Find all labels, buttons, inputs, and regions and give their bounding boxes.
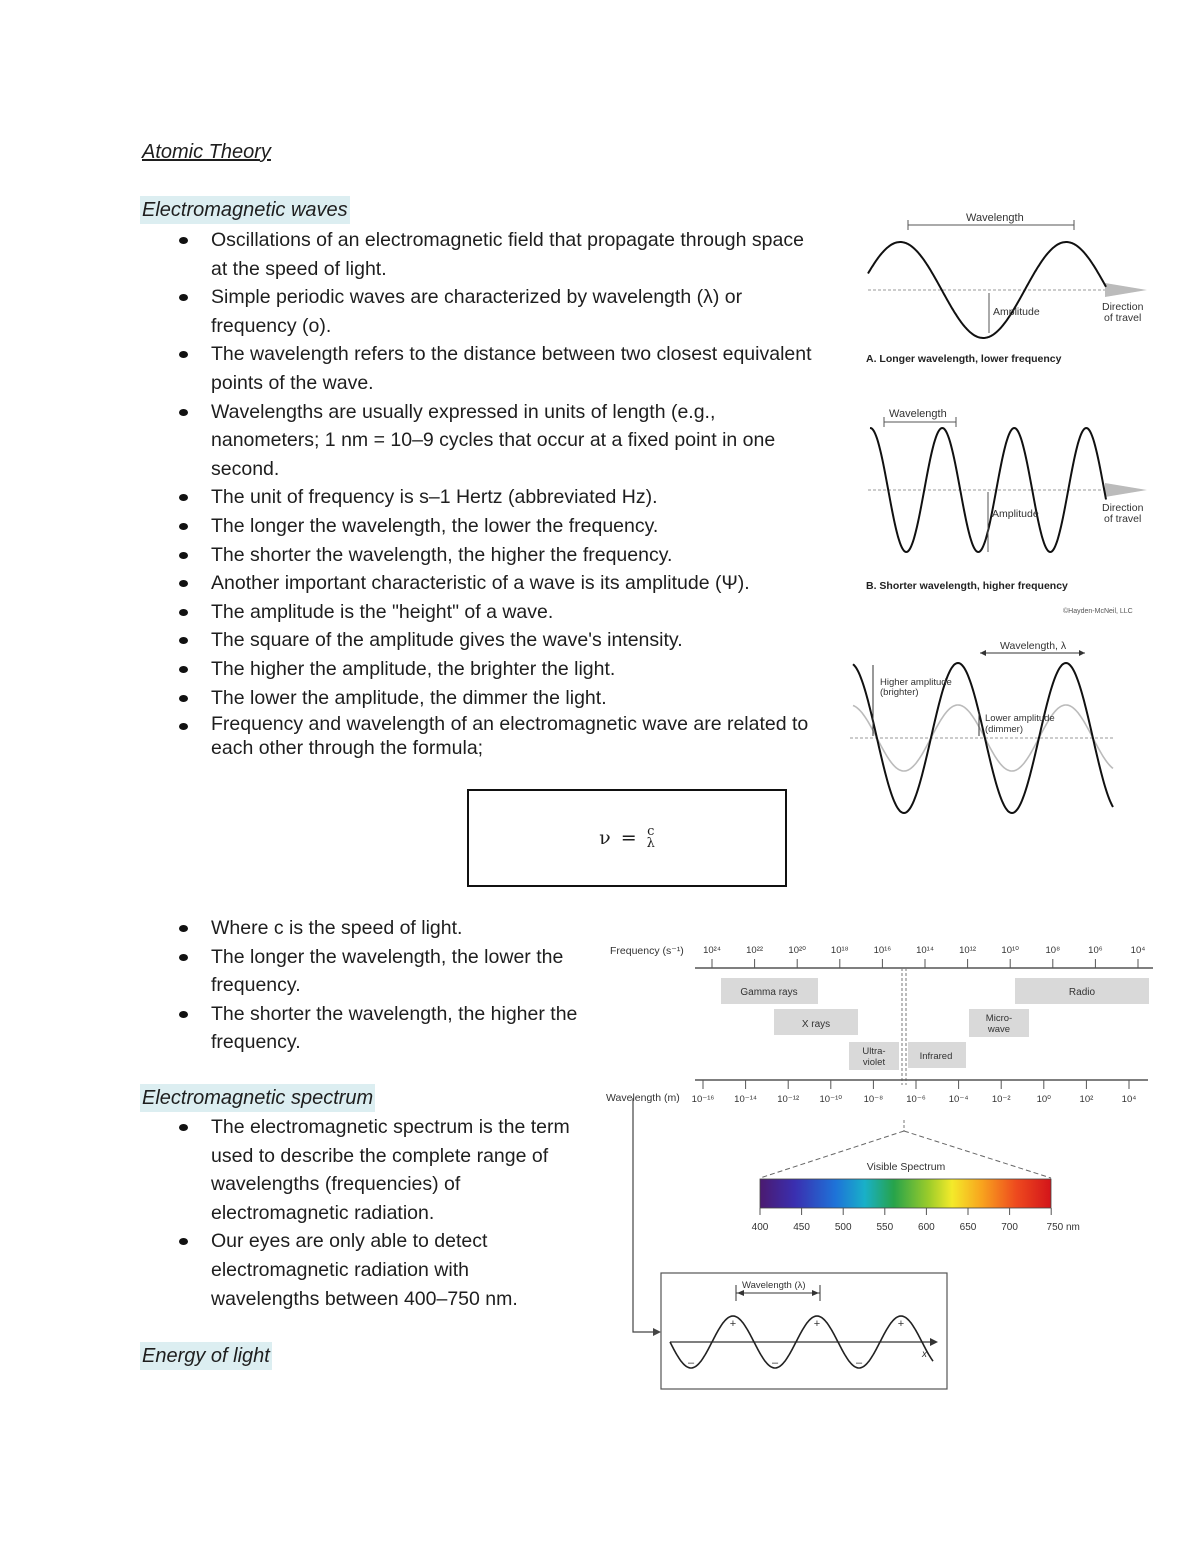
visible-spectrum-ticks [752,1208,1080,1233]
wavelength-tick-label: 10⁰ [1036,1094,1051,1105]
em-waves-section [140,196,350,224]
amplitude-label: Amplitude [992,508,1039,520]
wavelength-tick-label: 10⁻⁶ [906,1094,926,1105]
formula-equals: = [620,827,637,849]
ultraviolet-label: Ultra- [862,1046,886,1057]
visible-tick-label: 400 [751,1222,769,1233]
em-spectrum-section [140,1084,375,1112]
frequency-tick-label: 10⁸ [1045,945,1061,956]
document-title: Atomic Theory [142,141,271,163]
crest-sign: + [729,1318,737,1330]
x-axis-label: x [922,1349,927,1360]
wave-figure-b [860,400,1160,625]
arrow-right-icon [1079,650,1085,656]
microwave-label-2: wave [987,1024,1011,1035]
radio-label: Radio [1068,987,1096,998]
visible-tick-label: 450 [793,1222,810,1233]
frequency-tick-label: 10¹² [959,945,977,956]
trough-sign: – [771,1357,779,1369]
direction-label: Direction [1102,502,1144,514]
wavelength-ticks [692,1080,1137,1105]
lower-amplitude-note: (dimmer) [985,724,1023,735]
list-item: Our eyes are only able to detect electromagnetic radiation with wavelengths between 400–750 nm. [142,1227,572,1313]
list-item: Where c is the speed of light. [142,914,582,943]
formula-nu: ν [599,827,611,849]
em-waves-bullets [142,226,822,760]
trough-sign: – [855,1357,863,1369]
x-rays-label: X rays [801,1019,831,1030]
gamma-rays-label: Gamma rays [740,987,798,998]
wavelength-tick-label: 10⁴ [1121,1094,1137,1105]
list-item: The shorter the wavelength, the higher the frequency. [142,1000,582,1057]
direction-arrow-icon [1105,483,1147,497]
lower-amplitude-label: Lower amplitude [985,713,1055,724]
frequency-tick-label: 10⁶ [1088,945,1103,956]
wavelength-tick-label: 10⁻⁴ [948,1094,969,1105]
list-item: The square of the amplitude gives the wave's intensity. [142,626,822,655]
arrow-left-icon [980,650,986,656]
wavelength-label: Wavelength [889,408,947,420]
wavelength-axis-label: Wavelength (m) [606,1092,680,1104]
frequency-tick-label: 10¹⁶ [873,945,892,956]
frequency-axis-label: Frequency (s⁻¹) [610,945,684,957]
wave-detail-wavelength-label: Wavelength (λ) [742,1280,806,1291]
wavelength-tick-label: 10⁻¹⁰ [819,1094,843,1105]
list-item: Simple periodic waves are characterized by wavelength (λ) or frequency (ο). [142,283,822,340]
frequency-tick-label: 10¹⁸ [830,945,849,956]
frequency-ticks [703,945,1145,968]
list-item: The amplitude is the "height" of a wave. [142,598,822,627]
crest-sign: + [813,1318,821,1330]
frequency-tick-label: 10²⁴ [703,945,721,956]
frequency-tick-label: 10¹⁴ [916,945,934,956]
list-item: Another important characteristic of a wave is its amplitude (Ψ). [142,569,822,598]
higher-amplitude-label: Higher amplitude [880,677,952,688]
visible-tick-label: 550 [876,1222,894,1233]
formula-denominator: λ [646,836,655,851]
frequency-tick-label: 10⁴ [1130,945,1146,956]
wave-figure-a [860,205,1160,370]
visible-tick-label: 500 [834,1222,852,1233]
energy-heading: Energy of light [140,1342,272,1370]
formula-notes-bullets [142,914,582,1057]
list-item: The unit of frequency is s–1 Hertz (abbreviated Hz). [142,483,822,512]
frequency-tick-label: 10²² [746,945,764,956]
em-spectrum-bullets [142,1113,572,1313]
direction-label-2: of travel [1104,513,1142,525]
wavelength-tick-label: 10⁻¹² [777,1094,800,1105]
visible-tick-label: 750 nm [1046,1222,1080,1233]
pointer-line [633,1098,657,1332]
direction-label: Direction [1102,301,1144,313]
copyright-note: ©Hayden-McNeil, LLC [1063,608,1133,615]
crest-sign: + [897,1318,905,1330]
direction-label-2: of travel [1104,312,1142,324]
list-item: Oscillations of an electromagnetic field that propagate through space at the speed of light. [142,226,822,283]
em-spectrum-diagram [600,935,1160,1395]
frequency-tick-label: 10²⁰ [788,945,806,956]
visible-tick-label: 700 [1001,1222,1018,1233]
visible-spectrum-label: Visible Spectrum [866,1161,946,1173]
list-item: The longer the wavelength, the lower the frequency. [142,943,582,1000]
visible-tick-label: 600 [918,1222,935,1233]
frequency-formula [599,826,655,850]
infrared-label: Infrared [919,1051,953,1062]
list-item: The electromagnetic spectrum is the term used to describe the complete range of wavelengths (frequencies) of electromagnetic radiation. [142,1113,572,1227]
microwave-label: Micro- [985,1013,1013,1024]
list-item: Frequency and wavelength of an electromagnetic wave are related to each other through the formula; [142,712,822,760]
trough-sign: – [687,1357,695,1369]
formula-numerator: c [647,824,655,839]
list-item: The longer the wavelength, the lower the frequency. [142,512,822,541]
wavelength-label: Wavelength [966,212,1024,224]
formula-fraction [647,826,655,850]
wavelength-tick-label: 10⁻¹⁴ [734,1094,758,1105]
formula-box [467,789,787,887]
amplitude-label: Amplitude [993,306,1040,318]
higher-amplitude-note: (brighter) [880,687,919,698]
list-item: The wavelength refers to the distance between two closest equivalent points of the wave. [142,340,822,397]
pointer-arrow-icon [653,1328,661,1336]
wavelength-tick-label: 10⁻¹⁶ [691,1094,715,1105]
visible-spectrum-bar [760,1179,1051,1208]
ultraviolet-label-2: violet [862,1057,886,1068]
wavelength-tick-label: 10⁻⁸ [863,1094,884,1105]
visible-tick-label: 650 [959,1222,977,1233]
list-item: The higher the amplitude, the brighter the light. [142,655,822,684]
wavelength-label: Wavelength, λ [1000,640,1067,652]
energy-section [140,1342,272,1370]
list-item: The shorter the wavelength, the higher the frequency. [142,541,822,570]
em-spectrum-heading: Electromagnetic spectrum [140,1084,375,1112]
figure-a-caption: A. Longer wavelength, lower frequency [866,353,1062,365]
em-waves-heading: Electromagnetic waves [140,196,350,224]
amplitude-figure [845,635,1120,820]
list-item: Wavelengths are usually expressed in units of length (e.g., nanometers; 1 nm = 10–9 cycles that occur at a fixed point in one second. [142,398,822,484]
direction-arrow-icon [1105,283,1147,297]
wavelength-tick-label: 10⁻² [991,1094,1011,1105]
figure-b-caption: B. Shorter wavelength, higher frequency [866,580,1068,592]
frequency-tick-label: 10¹⁰ [1001,945,1019,956]
wavelength-tick-label: 10² [1079,1094,1094,1105]
list-item: The lower the amplitude, the dimmer the light. [142,684,822,713]
